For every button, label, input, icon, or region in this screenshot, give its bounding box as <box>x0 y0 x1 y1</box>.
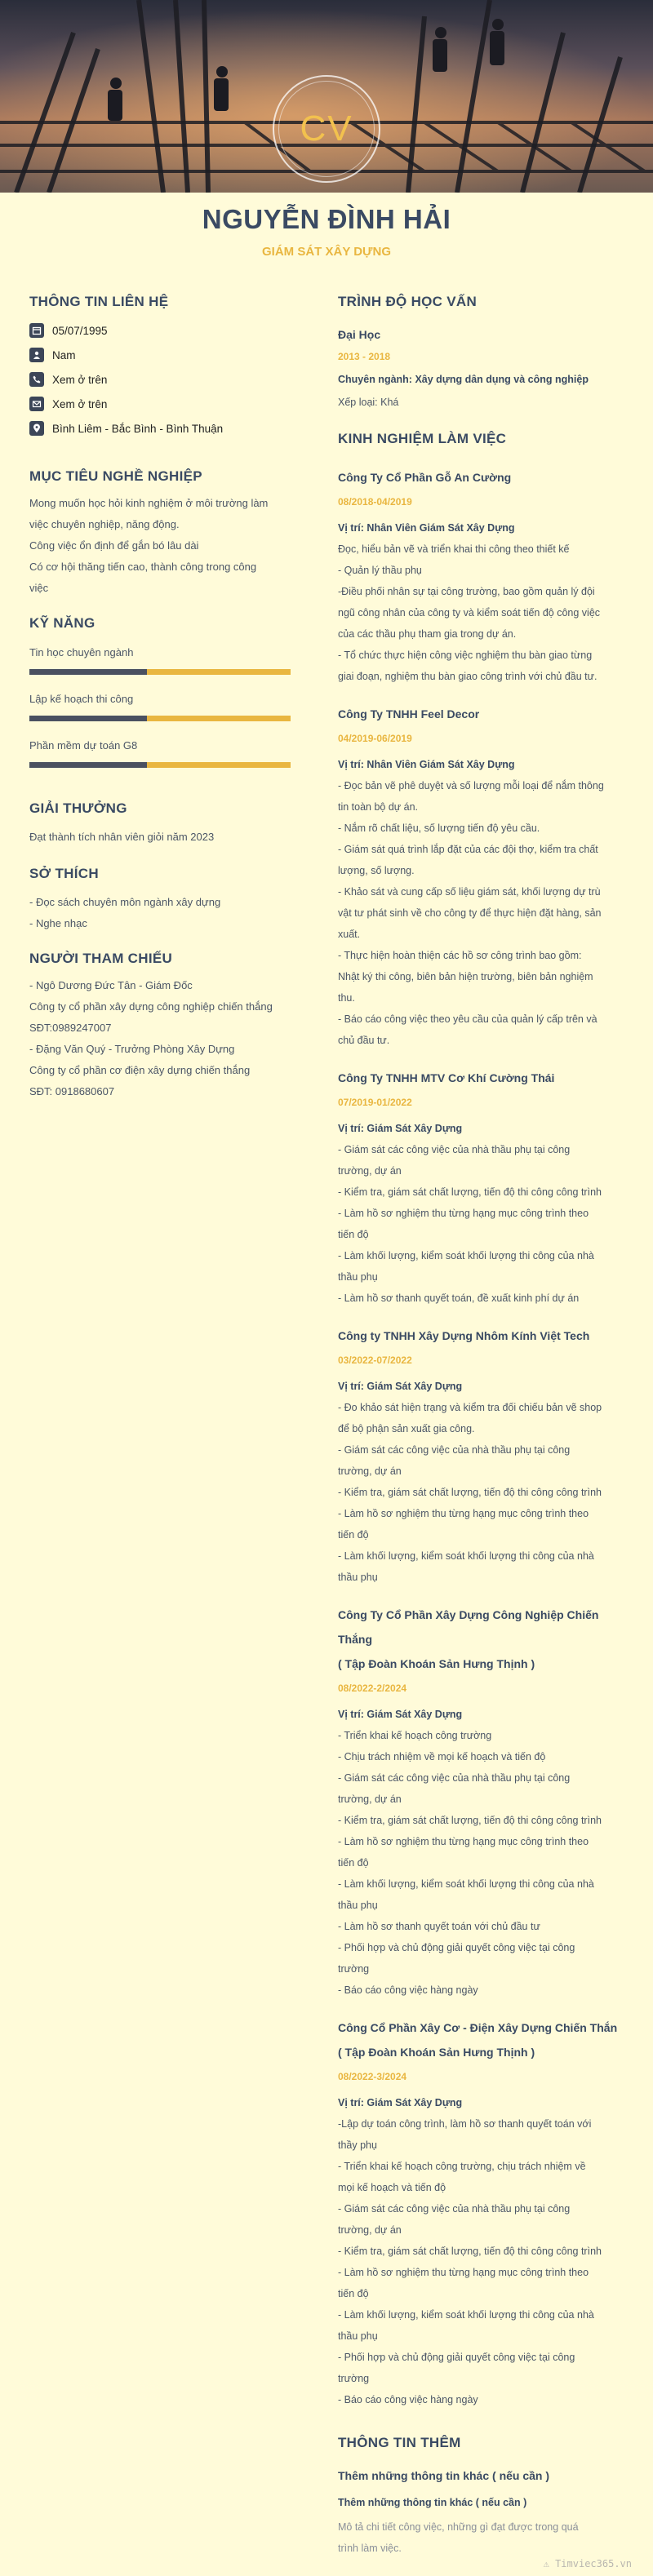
job-date: 08/2022-2/2024 <box>338 1683 407 1694</box>
contact-birthday-text: 05/07/1995 <box>52 324 108 337</box>
job-entry <box>338 1603 632 2001</box>
job-role: Vị trí: Giám Sát Xây Dựng <box>338 1381 463 1392</box>
job-entry <box>338 2015 632 2410</box>
job-role: Vị trí: Nhân Viên Giám Sát Xây Dựng <box>338 522 515 534</box>
job-description-line: lượng, số lượng. <box>338 865 415 876</box>
job-description-line: thầy phụ <box>338 2139 377 2151</box>
hobby-item: - Đọc sách chuyên môn ngành xây dựng <box>29 896 221 908</box>
job-description-line: trường <box>338 1963 370 1975</box>
job-role: Vị trí: Nhân Viên Giám Sát Xây Dựng <box>338 759 515 770</box>
job-date: 04/2019-06/2019 <box>338 733 412 744</box>
candidate-name: NGUYỄN ĐÌNH HẢI <box>202 204 451 234</box>
contact-gender-text: Nam <box>52 348 76 361</box>
job-date: 07/2019-01/2022 <box>338 1097 412 1108</box>
experience-list <box>338 465 632 2410</box>
phone-icon <box>29 372 44 387</box>
contact-phone-text: Xem ở trên <box>52 373 108 386</box>
job-entry <box>338 1066 632 1309</box>
job-description-line: - Giám sát các công việc của nhà thầu phụ tại công <box>338 2203 571 2215</box>
job-description <box>338 1725 632 2001</box>
objective-text <box>29 493 291 599</box>
education-grade: Xếp loại: Khá <box>338 397 399 408</box>
job-company: Công Ty TNHH MTV Cơ Khí Cường Thái <box>338 1071 555 1084</box>
job-description-line: thầu phụ <box>338 2330 378 2342</box>
reference-line: - Ngô Dương Đức Tân - Giám Đốc <box>29 979 193 991</box>
hobbies-list <box>29 892 291 934</box>
person-icon <box>29 348 44 362</box>
left-column <box>29 274 291 1102</box>
job-description-line: vật tư phát sinh về cho công ty để thực hiện đặt hàng, sản <box>338 907 602 919</box>
job-description-line: - Làm hồ sơ thanh quyết toán với chủ đầu tư <box>338 1921 540 1932</box>
job-company: ( Tập Đoàn Khoán Sản Hưng Thịnh ) <box>338 2046 535 2059</box>
objective-heading: MỤC TIÊU NGHỀ NGHIỆP <box>29 468 202 484</box>
job-description-line: - Làm khối lượng, kiểm soát khối lượng thi công của nhà <box>338 1550 594 1562</box>
job-description <box>338 1139 632 1309</box>
job-entry <box>338 465 632 687</box>
email-icon <box>29 397 44 411</box>
job-description-line: - Kiểm tra, giám sát chất lượng, tiến độ thi công công trình <box>338 1186 602 1198</box>
job-description-line: trường <box>338 2373 370 2384</box>
job-description-line: Đọc, hiểu bản vẽ và triển khai thi công theo thiết kế <box>338 543 570 555</box>
job-role: Vị trí: Giám Sát Xây Dựng <box>338 1709 463 1720</box>
job-description-line: - Kiểm tra, giám sát chất lượng, tiến độ thi công công trình <box>338 1815 602 1826</box>
job-entry <box>338 702 632 1051</box>
contact-gender <box>29 343 291 367</box>
job-description-line: của các thầu phụ tham gia trong dự án. <box>338 628 517 640</box>
job-description-line: - Làm khối lượng, kiểm soát khối lượng thi công của nhà <box>338 2309 594 2321</box>
objective-line: việc <box>29 582 49 594</box>
job-description-line: giai đoạn, nghiệm thu bàn giao công trình với chủ đầu tư. <box>338 671 597 682</box>
references-heading: NGƯỜI THAM CHIẾU <box>29 951 173 966</box>
job-description-line: - Quản lý thầu phụ <box>338 565 422 576</box>
education-entry <box>338 328 632 413</box>
skill-label: Phần mềm dự toán G8 <box>29 739 138 752</box>
skill-label: Lập kế hoạch thi công <box>29 693 134 705</box>
contact-heading: THÔNG TIN LIÊN HỆ <box>29 294 169 309</box>
objective-line: việc chuyên nghiệp, năng động. <box>29 518 180 530</box>
job-description-line: - Đọc bản vẽ phê duyệt và số lượng mỗi loại để nắm thông <box>338 780 604 791</box>
job-description-line: - Giám sát quá trình lắp đặt của các đội thợ, kiểm tra chất <box>338 844 598 855</box>
skill-bar-fill <box>29 762 147 768</box>
reference-line: Công ty cổ phần xây dựng công nghiệp chiến thắng <box>29 1000 273 1013</box>
job-description-line: trường, dự án <box>338 1793 402 1805</box>
skill-bar <box>29 762 291 768</box>
skill-bar-fill <box>29 669 147 675</box>
watermark-text: Timviec365.vn <box>555 2558 632 2569</box>
awards-heading: GIẢI THƯỞNG <box>29 800 127 816</box>
job-description-line: - Phối hợp và chủ động giải quyết công việc tại công <box>338 1942 575 1953</box>
job-company: Công Ty Cổ Phần Gỗ An Cường <box>338 471 512 484</box>
more-info-line: trình làm việc. <box>338 2543 402 2554</box>
job-description-line: - Giám sát các công việc của nhà thầu phụ tại công <box>338 1144 571 1155</box>
job-description-line: tiến độ <box>338 1229 369 1240</box>
job-description-line: thầu phụ <box>338 1271 378 1283</box>
job-description-line: - Triển khai kế hoạch công trường <box>338 1730 492 1741</box>
job-description-line: - Kiểm tra, giám sát chất lượng, tiến độ thi công công trình <box>338 1487 602 1498</box>
job-description-line: -Điều phối nhân sự tại công trường, bao gồm quản lý đội <box>338 586 595 597</box>
objective-line: Công việc ổn định để gắn bó lâu dài <box>29 539 199 552</box>
skills-list <box>29 643 291 768</box>
more-info-subtitle: Thêm những thông tin khác ( nếu cần ) <box>338 2497 527 2508</box>
more-info-heading: THÔNG TIN THÊM <box>338 2435 461 2450</box>
job-company: Công Cổ Phần Xây Cơ - Điện Xây Dựng Chiến Thắn <box>338 2021 618 2034</box>
job-description-line: - Làm hồ sơ nghiệm thu từng hạng mục công trình theo <box>338 2267 589 2278</box>
job-description-line: Nhật ký thi công, biên bản hiện trường, biên bản nghiệm <box>338 971 593 982</box>
job-company: Công ty TNHH Xây Dựng Nhôm Kính Việt Tech <box>338 1329 590 1342</box>
job-description-line: trường, dự án <box>338 1165 402 1177</box>
job-date: 08/2018-04/2019 <box>338 496 412 508</box>
job-description-line: - Đo khảo sát hiện trạng và kiểm tra đối chiếu bản vẽ shop <box>338 1402 602 1413</box>
calendar-icon <box>29 323 44 338</box>
job-date: 03/2022-07/2022 <box>338 1355 412 1366</box>
job-description-line: thầu phụ <box>338 1900 378 1911</box>
more-info-desc <box>338 2516 632 2559</box>
job-description-line: - Báo cáo công việc hàng ngày <box>338 2394 478 2405</box>
location-icon <box>29 421 44 436</box>
skill-label: Tin học chuyên ngành <box>29 646 134 658</box>
profile-header <box>0 193 653 274</box>
job-description-line: - Làm hồ sơ nghiệm thu từng hạng mục công trình theo <box>338 1508 589 1519</box>
job-description-line: thầu phụ <box>338 1572 378 1583</box>
job-description-line: tin toàn bộ dự án. <box>338 801 419 813</box>
skill-item <box>29 736 291 768</box>
job-description-line: - Thực hiện hoàn thiện các hồ sơ công trình bao gồm: <box>338 950 582 961</box>
contact-birthday <box>29 318 291 343</box>
job-description-line: trường, dự án <box>338 2224 402 2236</box>
more-info-title: Thêm những thông tin khác ( nếu cần ) <box>338 2469 550 2482</box>
contact-list <box>29 318 291 441</box>
header-banner <box>0 0 653 193</box>
job-description-line: - Khảo sát và cung cấp số liệu giám sát, khối lượng dự trù <box>338 886 601 898</box>
job-company: Công Ty TNHH Feel Decor <box>338 707 480 720</box>
job-company: Công Ty Cổ Phần Xây Dựng Công Nghiệp Chiến Thắng <box>338 1608 599 1646</box>
job-description-line: tiến độ <box>338 1857 369 1869</box>
job-description-line: chủ đầu tư. <box>338 1035 390 1046</box>
job-description <box>338 1397 632 1588</box>
job-description-line: mọi kế hoạch và tiến độ <box>338 2182 446 2193</box>
job-description-line: - Báo cáo công việc theo yêu cầu của quản lý cấp trên và <box>338 1013 597 1025</box>
job-description-line: - Nắm rõ chất liệu, số lượng tiến độ yêu cầu. <box>338 822 540 834</box>
job-description <box>338 539 632 687</box>
education-date: 2013 - 2018 <box>338 351 391 362</box>
contact-email <box>29 392 291 416</box>
job-description <box>338 775 632 1051</box>
job-description-line: - Phối hợp và chủ động giải quyết công việc tại công <box>338 2352 575 2363</box>
hobby-item: - Nghe nhạc <box>29 917 87 929</box>
job-description-line: - Giám sát các công việc của nhà thầu phụ tại công <box>338 1444 571 1456</box>
job-description-line: - Làm hồ sơ nghiệm thu từng hạng mục công trình theo <box>338 1836 589 1847</box>
experience-heading: KINH NGHIỆM LÀM VIỆC <box>338 431 507 446</box>
cv-badge <box>273 75 380 183</box>
right-column <box>338 274 632 2559</box>
cv-badge-text: CV <box>300 109 353 149</box>
job-description-line: - Làm khối lượng, kiểm soát khối lượng thi công của nhà <box>338 1250 594 1261</box>
job-description-line: thu. <box>338 992 355 1004</box>
objective-line: Mong muốn học hỏi kinh nghiệm ở môi trường làm <box>29 497 269 509</box>
more-info-entry <box>338 2469 632 2559</box>
job-description-line: - Báo cáo công việc hàng ngày <box>338 1984 478 1996</box>
awards-text: Đạt thành tích nhân viên giỏi năm 2023 <box>29 831 215 843</box>
skill-bar-fill <box>29 716 147 721</box>
contact-address-text: Bình Liêm - Bắc Bình - Bình Thuận <box>52 422 224 435</box>
more-info-line: Mô tả chi tiết công việc, những gì đạt được trong quá <box>338 2521 579 2533</box>
job-company: ( Tập Đoàn Khoán Sản Hưng Thịnh ) <box>338 1657 535 1670</box>
job-date: 08/2022-3/2024 <box>338 2071 407 2082</box>
candidate-job-title: GIÁM SÁT XÂY DỰNG <box>261 245 391 259</box>
watermark: ⚠ Timviec365.vn <box>543 2558 632 2569</box>
skill-item <box>29 643 291 675</box>
job-description-line: - Tổ chức thực hiện công việc nghiệm thu bàn giao từng <box>338 650 593 661</box>
job-role: Vị trí: Giám Sát Xây Dựng <box>338 1123 463 1134</box>
reference-line: SĐT:0989247007 <box>29 1022 112 1034</box>
objective-line: Có cơ hội thăng tiến cao, thành công trong công <box>29 561 257 573</box>
job-description <box>338 2113 632 2410</box>
job-description-line: tiến độ <box>338 2288 369 2299</box>
skills-heading: KỸ NĂNG <box>29 615 96 631</box>
contact-email-text: Xem ở trên <box>52 397 108 410</box>
hobbies-heading: SỞ THÍCH <box>29 866 99 881</box>
contact-phone <box>29 367 291 392</box>
job-description-line: xuất. <box>338 929 361 940</box>
job-description-line: - Giám sát các công việc của nhà thầu phụ tại công <box>338 1772 571 1784</box>
job-role: Vị trí: Giám Sát Xây Dựng <box>338 2097 463 2108</box>
reference-line: - Đặng Văn Quý - Trưởng Phòng Xây Dựng <box>29 1043 235 1055</box>
job-description-line: - Làm khối lượng, kiểm soát khối lượng thi công của nhà <box>338 1878 594 1890</box>
job-entry <box>338 1323 632 1588</box>
contact-address <box>29 416 291 441</box>
skill-bar <box>29 716 291 721</box>
education-major: Chuyên ngành: Xây dựng dân dụng và công nghiệp <box>338 374 589 385</box>
job-description-line: - Triển khai kế hoạch công trường, chịu trách nhiệm về <box>338 2161 586 2172</box>
skill-item <box>29 689 291 721</box>
job-description-line: - Làm hồ sơ thanh quyết toán, đề xuất kinh phí dự án <box>338 1292 580 1304</box>
job-description-line: - Kiểm tra, giám sát chất lượng, tiến độ thi công công trình <box>338 2246 602 2257</box>
job-description-line: -Lập dự toán công trình, làm hồ sơ thanh quyết toán với <box>338 2118 592 2130</box>
education-school: Đại Học <box>338 328 381 341</box>
reference-line: SĐT: 0918680607 <box>29 1085 115 1097</box>
job-description-line: - Chịu trách nhiệm về mọi kế hoạch và tiến độ <box>338 1751 546 1762</box>
education-heading: TRÌNH ĐỘ HỌC VẤN <box>338 294 478 309</box>
references-list <box>29 975 291 1102</box>
job-description-line: trường, dự án <box>338 1465 402 1477</box>
job-description-line: ngũ công nhân của công ty và kiểm soát tiến độ công việc <box>338 607 601 619</box>
job-description-line: để bộ phận sản xuất gia công. <box>338 1423 475 1434</box>
skill-bar <box>29 669 291 675</box>
reference-line: Công ty cổ phần cơ điện xây dựng chiến thắng <box>29 1064 251 1076</box>
job-description-line: tiến độ <box>338 1529 369 1541</box>
job-description-line: - Làm hồ sơ nghiệm thu từng hạng mục công trình theo <box>338 1208 589 1219</box>
